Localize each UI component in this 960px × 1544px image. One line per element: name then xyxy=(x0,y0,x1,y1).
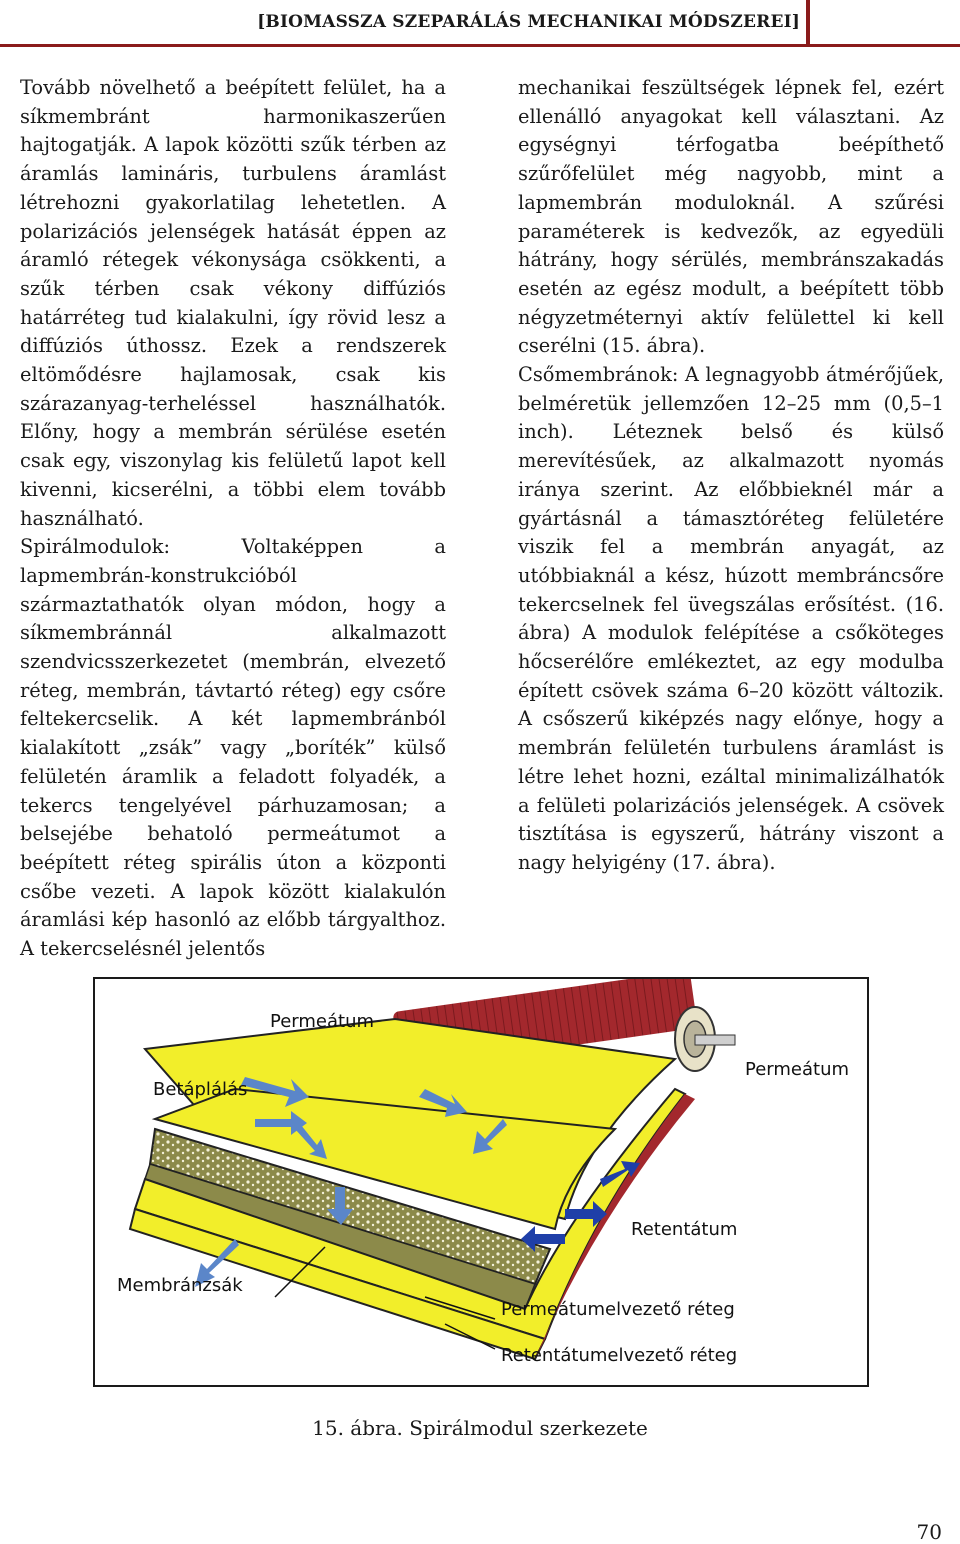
spiral-module-illustration xyxy=(95,979,867,1385)
label-permeate-right: Permeátum xyxy=(745,1059,850,1080)
label-permeate-top: Permeátum xyxy=(270,1011,375,1032)
paragraph: Csőmembránok: A legnagyobb átmérőjűek, belméretük jellemzően 12–25 mm (0,5–1 inch). Léteznek belső és külső merevítésűek, az alkalmazott nyomás iránya szerint. Az előbbieknél már a gyártásnál a támasztóréteg felületére viszik fel a membrán anyagát, az utóbbiaknál a kész, húzott membráncsőre tekercselnek fel üvegszálas erősítést. (16. ábra) A modulok felépítése a csőköteges hőcserélőre emlékeztet, az egy modulba épített csövek száma 6–20 között változik. A csőszerű kiképzés nagy előnye, hogy a membrán felületén turbulens áramlást is létre lehet hozni, ezáltal minimalizálhatók a felületi polarizációs jelenségek. A csövek tisztítása is egyszerű, hátrány viszont a nagy helyigény (17. ábra). xyxy=(518,363,944,874)
label-retentate-spacer: Retentátumelvezető réteg xyxy=(501,1345,738,1366)
paragraph: mechanikai feszültségek lépnek fel, ezért ellenálló anyagokat kell választani. Az egységnyi térfogatba beépíthető szűrőfelület még nagyobb, mint a lapmembrán moduloknál. A szűrési paraméterek is kedvezők, az egyedüli hátrány, hogy sérülés, membránszakadás esetén az egész modult, a beépített több négyzetméternyi aktív felülettel ki kell cserélni (15. ábra). xyxy=(518,76,944,358)
left-column xyxy=(20,74,446,964)
label-membrane-bag: Membránzsák xyxy=(117,1275,243,1296)
right-column xyxy=(518,74,944,878)
header-title: [BIOMASSZA SZEPARÁLÁS MECHANIKAI MÓDSZEREI] xyxy=(257,12,800,32)
header-rule xyxy=(0,44,960,47)
label-feed: Betáplálás xyxy=(153,1079,248,1100)
label-permeate-spacer: Permeátumelvezető réteg xyxy=(501,1299,735,1320)
figure-caption: 15. ábra. Spirálmodul szerkezete xyxy=(312,1416,648,1440)
spiral-module-figure xyxy=(93,977,869,1387)
header-accent-bar xyxy=(806,0,810,44)
page-number: 70 xyxy=(916,1520,942,1544)
paragraph: Spirálmodulok: Voltaképpen a lapmembrán-konstrukcióból származtathatók olyan módon, hogy a síkmembránnál alkalmazott szendvicsszerkezetet (membrán, elvezető réteg, membrán, távtartó réteg) egy csőre feltekercselik. A két lapmembránból kialakított „zsák” vagy „boríték” külső felületén áramlik a feladott folyadék, a tekercs tengelyével párhuzamosan; a belsejébe behatoló permeátumot a beépített réteg spirális úton a központi csőbe vezeti. A lapok között kialakulón áramlási kép hasonló az előbb tárgyalthoz. A tekercselésnél jelentős xyxy=(20,535,446,961)
paragraph: Tovább növelhető a beépített felület, ha a síkmembránt harmonikaszerűen hajtogatják. A lapok közötti szűk térben az áramlás lamináris, turbulens áramlást létrehozni gyakorlatilag lehetetlen. A polarizációs jelenségek hatását éppen az áramló rétegek vékonysága csökkenti, a szűk térben csak vékony diffúziós határréteg tud kialakulni, így rövid lesz a diffúziós úthossz. Ezek a rendszerek eltömődésre hajlamosak, csak kis szárazanyag-terheléssel használhatók. Előny, hogy a membrán sérülése esetén csak egy, viszonylag kis felületű lapot kell kivenni, kicserélni, a többi elem tovább használható. xyxy=(20,76,446,530)
label-retentate: Retentátum xyxy=(631,1219,738,1240)
page-header xyxy=(0,0,960,44)
